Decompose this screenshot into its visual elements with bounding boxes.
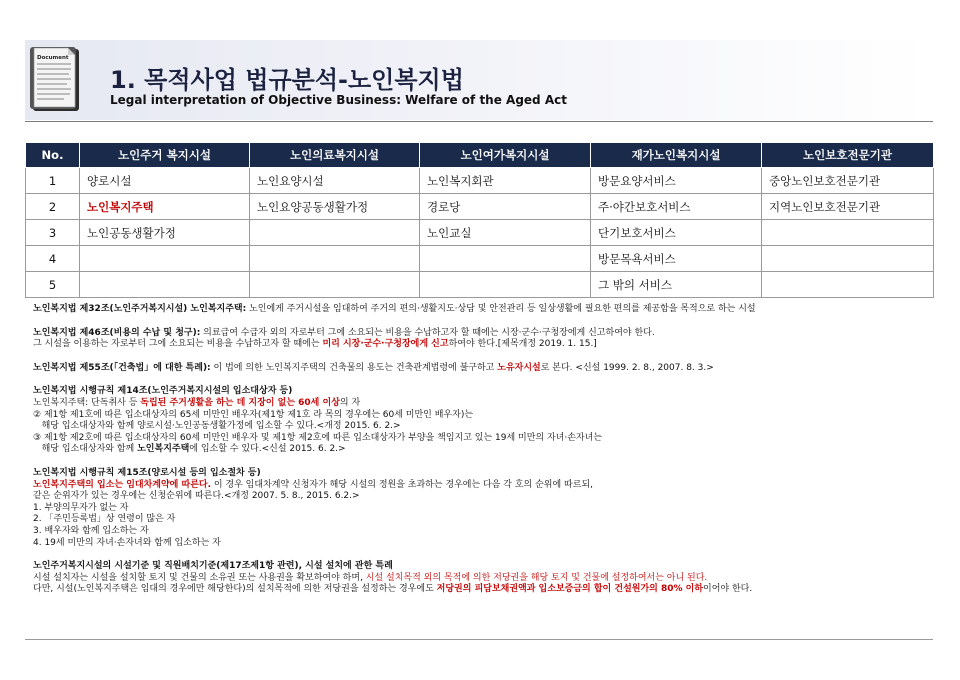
note-text: 노인복지주택: 단독취사 등 [33, 397, 141, 408]
table-cell: 노인요양시설 [250, 168, 420, 194]
table-cell: 주·야간보호서비스 [591, 194, 762, 220]
table-cell: 방문목욕서비스 [591, 246, 762, 272]
footer-divider [25, 639, 933, 640]
note-highlight: 독립된 주거생활을 하는 데 지장이 없는 60세 이상 [140, 397, 340, 408]
note-rule14-line5 [33, 444, 928, 456]
row-number: 1 [26, 168, 80, 194]
table-cell [762, 220, 934, 246]
table-cell: 경로당 [420, 194, 591, 220]
table-cell: 방문요양서비스 [591, 168, 762, 194]
table-cell: 양로시설 [80, 168, 250, 194]
column-header-home-care: 재가노인복지시설 [591, 143, 762, 168]
list-item: 2. 「주민등록법」상 연령이 많은 자 [33, 514, 176, 525]
note-emphasis: 노인복지주택 [137, 444, 190, 455]
note-rule14-line3: 해당 입소대상자와 함께 양로시설·노인공동생활가정에 입소할 수 있다.<개정 2015. 6. 2.> [33, 421, 401, 432]
row-number: 2 [26, 194, 80, 220]
table-cell [420, 246, 591, 272]
table-cell-highlight: 노인복지주택 [80, 194, 250, 220]
table-cell: 노인공동생활가정 [80, 220, 250, 246]
table-cell [250, 272, 420, 298]
list-item: 4. 19세 미만의 자녀·손자녀와 함께 입소하는 자 [33, 537, 221, 548]
note-text: 다만, 시설(노인복지주택은 임대의 경우에만 해당한다)의 설치목적에 의한 저당권을 설정하는 경우에도 [33, 584, 437, 595]
note-highlight: 노유자시설 [497, 362, 541, 373]
legal-notes [33, 304, 928, 596]
page-subtitle: Legal interpretation of Objective Business: Welfare of the Aged Act [110, 93, 567, 107]
table-cell: 지역노인보호전문기관 [762, 194, 934, 220]
row-number: 4 [26, 246, 80, 272]
note-text: 그 시설을 이용하는 자로부터 그에 소요되는 비용을 수납하고자 할 때에는 [33, 339, 323, 350]
note-text: 이어야 한다. [703, 584, 753, 595]
note-text: 이 법에 의한 노인복지주택의 건축물의 용도는 건축관계법령에 불구하고 [210, 362, 498, 373]
note-rule14-heading: 노인복지법 시행규칙 제14조(노인주거복지시설의 입소대상자 등) [33, 386, 293, 397]
list-item: 1. 부양의무자가 없는 자 [33, 502, 129, 513]
column-header-no: No. [26, 143, 80, 168]
facility-table [25, 142, 934, 298]
table-cell: 노인복지회관 [420, 168, 591, 194]
note-heading: 노인복지법 제32조(노인주거복지시설) 노인복지주택: [33, 304, 247, 314]
table-row [26, 220, 934, 246]
column-header-medical: 노인의료복지시설 [250, 143, 420, 168]
note-heading: 노인복지법 제55조(「건축법」에 대한 특례): [33, 362, 211, 373]
row-number: 3 [26, 220, 80, 246]
note-text: 이 경우 임대차계약 신청자가 해당 시설의 정원을 초과하는 경우에는 다음 각 호의 순위에 따르되, [211, 479, 593, 490]
table-cell: 단기보호서비스 [591, 220, 762, 246]
page-title: 1. 목적사업 법규분석-노인복지법 [110, 66, 464, 94]
table-row [26, 168, 934, 194]
note-rule15-heading: 노인복지법 시행규칙 제15조(양로시설 등의 입소절차 등) [33, 467, 261, 478]
table-cell: 노인요양공동생활가정 [250, 194, 420, 220]
table-cell [250, 246, 420, 272]
note-text: 노인에게 주거시설을 임대하여 주거의 편의·생활지도·상담 및 안전관리 등 일상생활에 필요한 편의를 제공함을 목적으로 하는 시설 [246, 304, 756, 314]
list-item: 3. 배우자와 함께 입소하는 자 [33, 525, 149, 536]
note-special-line1 [33, 573, 928, 585]
column-header-protection: 노인보호전문기관 [762, 143, 934, 168]
table-row [26, 246, 934, 272]
note-heading: 노인복지법 제46조(비용의 수납 및 청구): [33, 327, 201, 338]
note-special-line2 [33, 584, 928, 596]
note-rule15-line1 [33, 480, 928, 492]
note-rule14-line1 [33, 398, 928, 410]
column-header-leisure: 노인여가복지시설 [420, 143, 591, 168]
table-cell [250, 220, 420, 246]
note-art46 [33, 328, 928, 340]
table-header-row [26, 143, 934, 168]
table-cell [80, 272, 250, 298]
note-text: 의료급여 수급자 외의 자로부터 그에 소요되는 비용을 수납하고자 할 때에는 시장·군수·구청장에게 신고하여야 한다. [200, 327, 655, 338]
note-text: 에 입소할 수 있다.<신설 2015. 6. 2.> [189, 444, 346, 455]
note-art32 [33, 304, 928, 316]
table-cell: 노인교실 [420, 220, 591, 246]
note-text: 하여야 한다.[제목개정 2019. 1. 15.] [448, 339, 597, 350]
note-text: 의 자 [339, 397, 361, 408]
table-cell [762, 246, 934, 272]
row-number: 5 [26, 272, 80, 298]
note-rule14-line2: ② 제1항 제1호에 따른 입소대상자의 65세 미만인 배우자(제1항 제1호 라 목의 경우에는 60세 미만인 배우자)는 [33, 409, 474, 420]
document-icon [26, 44, 84, 116]
header-divider [25, 121, 933, 122]
table-row [26, 194, 934, 220]
table-cell: 중앙노인보호전문기관 [762, 168, 934, 194]
note-art55 [33, 363, 928, 375]
note-highlight: 미리 시장·군수·구청장에게 신고 [322, 339, 449, 350]
note-highlight: 시설 설치목적 외의 목적에 의한 저당권을 해당 토지 및 건물에 설정하여서는 아니 된다. [365, 572, 708, 583]
note-highlight: 노인복지주택의 입소는 임대차계약에 따른다. [33, 479, 212, 490]
table-cell [420, 272, 591, 298]
note-rule14-line4: ③ 제1항 제2호에 따른 입소대상자의 60세 미만인 배우자 및 제1항 제2호에 따른 입소대상자가 부양을 책임지고 있는 19세 미만의 자녀·손자녀는 [33, 432, 603, 443]
note-rule15-line2: 같은 순위자가 있는 경우에는 신청순위에 따른다.<개정 2007. 5. 8., 2015. 6.2.> [33, 491, 360, 502]
note-text: 로 본다. <신설 1999. 2. 8., 2007. 8. 3.> [540, 362, 714, 373]
table-cell [762, 272, 934, 298]
table-cell [80, 246, 250, 272]
note-highlight: 저당권의 피담보채권액과 입소보증금의 합이 건설원가의 80% 이하 [436, 584, 704, 595]
table-cell: 그 밖의 서비스 [591, 272, 762, 298]
note-text: 해당 입소대상자와 함께 [33, 444, 138, 455]
note-art46-line2 [33, 339, 928, 351]
note-special-heading: 노인주거복지시설의 시설기준 및 직원배치기준(제17조제1항 관련), 시설 설치에 관한 특례 [33, 561, 393, 572]
column-header-residential: 노인주거 복지시설 [80, 143, 250, 168]
table-row [26, 272, 934, 298]
note-text: 시설 설치자는 시설을 설치할 토지 및 건물의 소유권 또는 사용권을 확보하여야 하며, [33, 572, 366, 583]
svg-text:Document: Document [37, 55, 69, 61]
